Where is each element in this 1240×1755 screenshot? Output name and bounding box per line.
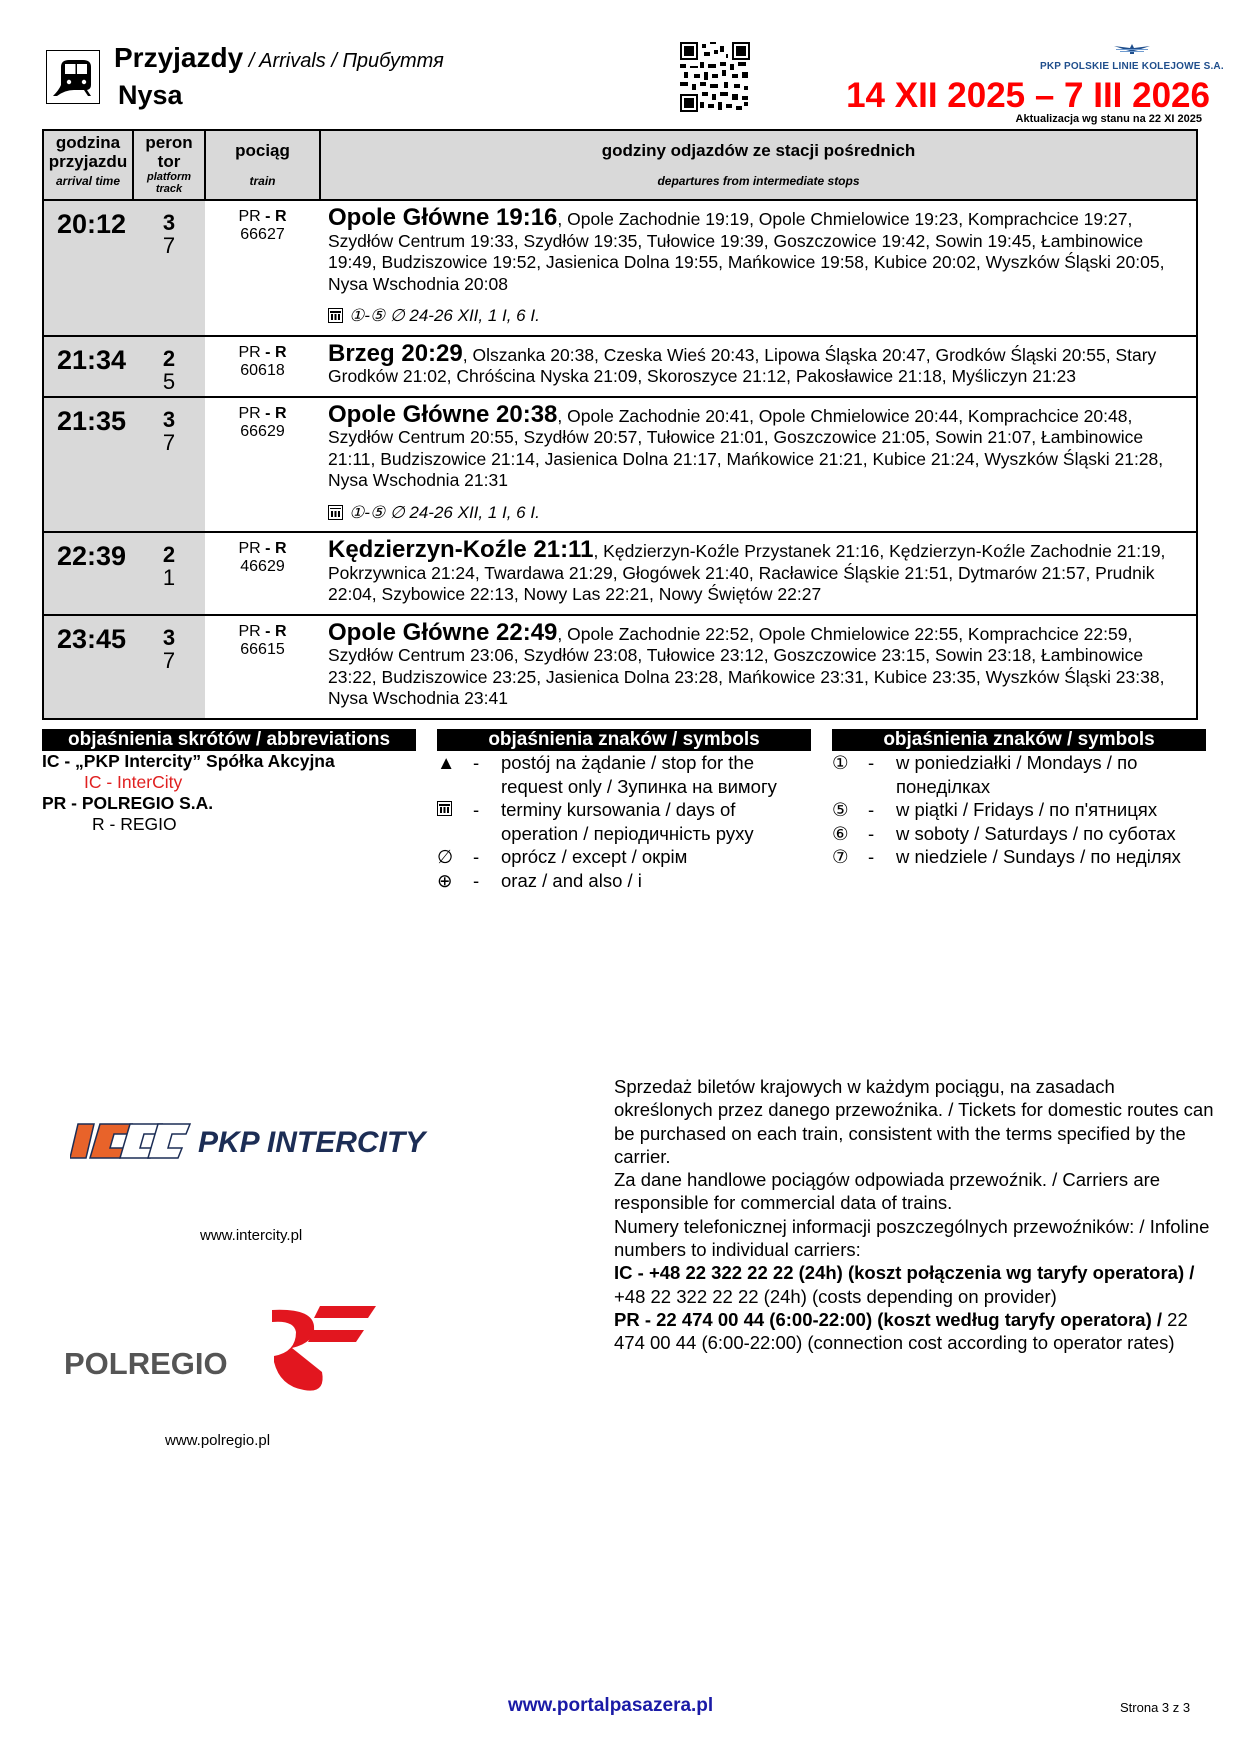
platform-number: 2	[162, 542, 176, 567]
carrier-code: PR	[238, 208, 261, 225]
page-number: Strona 3 z 3	[1120, 1700, 1191, 1715]
plus-circle-icon: ⊕	[437, 869, 453, 891]
abbreviations-list	[42, 751, 335, 835]
ticket-info	[614, 1075, 1214, 1355]
train-number: 66629	[240, 422, 285, 440]
stops-cell	[320, 615, 1197, 719]
platform-number: 3	[162, 406, 176, 432]
track-number: 1	[162, 565, 176, 590]
origin-station: Opole Główne 22:49	[328, 618, 558, 646]
train-number: 46629	[240, 558, 285, 575]
arrival-time: 21:34	[57, 344, 127, 375]
platform-cell	[133, 200, 205, 336]
intermediate-stops: , Opole Zachodnie 19:19, Opole Chmielowice 19:23, Komprachcice 19:27, Szydłów Centrum 19:33, Szydłów 19:35, Tułowice 19:39, Goszczowice 19:42, Sowin 19:45, Łambinowice 19:49, Budziszowice 19:52, Jasienica Dolna 19:55, Mańkowice 19:58, Kubice 20:02, Wyszków Śląski 20:05, Nysa Wschodnia 20:08	[328, 209, 1165, 294]
platform-cell	[133, 615, 205, 719]
train-cell: PR - R 66627	[205, 200, 320, 336]
carrier-code: PR	[238, 404, 261, 422]
stops-cell	[320, 397, 1197, 533]
ic-logo-text: PKP INTERCITY	[198, 1126, 426, 1159]
day-monday: ① - w poniedziałki / Mondays / по понеділках	[832, 752, 1138, 797]
day-friday: ⑤ - w piątki / Fridays / по п'ятницях	[832, 799, 1158, 820]
calendar-icon	[328, 505, 343, 520]
day-saturday: ⑥ - w soboty / Saturdays / по суботах	[832, 822, 1176, 844]
arrival-time: 21:35	[57, 405, 127, 436]
arrival-time: 23:45	[57, 623, 127, 654]
symbols-title: objaśnienia znaków / symbols	[437, 729, 811, 751]
calendar-icon	[328, 308, 343, 323]
calendar-icon	[437, 801, 452, 816]
carrier-code: PR	[238, 540, 261, 557]
train-cell: PR - R 60618	[205, 336, 320, 397]
table-row[interactable]	[43, 615, 1197, 719]
arrival-time: 22:39	[57, 541, 127, 571]
portal-link[interactable]: www.portalpasazera.pl	[508, 1695, 714, 1716]
pkp-plk-logo-text: PKP POLSKIE LINIE KOLEJOWE S.A.	[1040, 61, 1224, 72]
abbr-ic: IC - „PKP Intercity” Spółka Akcyjna	[42, 751, 335, 771]
train-number: 66627	[240, 226, 285, 243]
days-list	[832, 751, 1212, 869]
arrivals-table	[42, 129, 1198, 720]
symbol-request-stop: ▲ - postój na żądanie / stop for the request only / Зупинка на вимогу	[437, 752, 777, 797]
header-time: godzina przyjazdu arrival time	[43, 130, 133, 200]
abbreviations-title: objaśnienia skrótów / abbreviations	[42, 729, 416, 751]
operating-days	[328, 502, 1186, 524]
info-ic-phone: IC - +48 22 322 22 22 (24h) (koszt połączenia wg taryfy operatora) / +48 22 322 22 22 (24h) (costs depending on provider)	[614, 1262, 1195, 1307]
abbr-ic-intercity: IC - InterCity	[84, 772, 183, 792]
plk-eagle-icon	[1112, 42, 1152, 56]
qr-code[interactable]	[680, 42, 750, 112]
title-translations: / Arrivals / Прибуття	[243, 50, 444, 72]
abbr-regio: R - REGIO	[92, 814, 177, 834]
arrival-time-cell	[43, 615, 133, 719]
symbols-list	[437, 751, 817, 892]
platform-number: 3	[162, 210, 176, 235]
title-main: Przyjazdy	[114, 42, 244, 73]
stops-cell	[320, 532, 1197, 615]
operating-days-text: ①-⑤ ∅ 24-26 XII, 1 I, 6 I.	[349, 502, 540, 522]
info-pr-phone: PR - 22 474 00 44 (6:00-22:00) (koszt według taryfy operatora) / 22 474 00 44 (6:00-22:00) (connection cost according to operator rates)	[614, 1308, 1188, 1354]
carrier-code: PR	[238, 343, 261, 361]
info-commercial-data: Za dane handlowe pociągów odpowiada przewoźnik. / Carriers are responsible for commercial data of trains.	[614, 1169, 1161, 1214]
arrival-time-cell	[43, 532, 133, 615]
platform-cell	[133, 532, 205, 615]
origin-station: Opole Główne 20:38	[328, 400, 558, 428]
polregio-logo	[64, 1302, 384, 1407]
days-symbols-title: objaśnienia znaków / symbols	[832, 729, 1206, 751]
train-cell: PR - R 46629	[205, 532, 320, 615]
platform-cell	[133, 397, 205, 533]
table-row[interactable]	[43, 532, 1197, 615]
intermediate-stops: , Opole Zachodnie 22:52, Opole Chmielowice 22:55, Komprachcice 22:59, Szydłów Centrum 23:06, Szydłów 23:08, Tułowice 23:12, Goszczowice 23:15, Sowin 23:18, Łambinowice 23:22, Budziszowice 23:25, Jasienica Dolna 23:28, Mańkowice 23:31, Kubice 23:35, Wyszków Śląski 23:38, Nysa Wschodnia 23:41	[328, 623, 1165, 708]
info-ticket-sales: Sprzedaż biletów krajowych w każdym pociągu, na zasadach określonych przez danego przewoźnika. / Tickets for domestic routes can be purchased on each train, consistent with the terms specified by the carrier.	[614, 1076, 1214, 1167]
table-row[interactable]	[43, 397, 1197, 533]
arrival-time-cell	[43, 200, 133, 336]
pr-logo-text: POLREGIO	[64, 1346, 228, 1381]
page-title	[114, 42, 444, 74]
station-name: Nysa	[118, 80, 183, 110]
train-category: R	[274, 343, 287, 361]
arrival-time-cell	[43, 397, 133, 533]
operating-days	[328, 305, 1186, 327]
info-infoline: Numery telefonicznej informacji poszczególnych przewoźników: / Infoline numbers to individual carriers:	[614, 1215, 1210, 1261]
abbr-pr: PR - POLREGIO S.A.	[42, 793, 214, 813]
train-number: 60618	[240, 361, 285, 379]
track-number: 7	[162, 429, 176, 455]
table-row[interactable]	[43, 200, 1197, 336]
stops-cell	[320, 200, 1197, 336]
polregio-url[interactable]: www.polregio.pl	[165, 1432, 271, 1449]
update-note: Aktualizacja wg stanu na 22 XI 2025	[1015, 113, 1202, 125]
intermediate-stops: , Opole Zachodnie 20:41, Opole Chmielowice 20:44, Komprachcice 20:48, Szydłów Centrum 20:55, Szydłów 20:57, Tułowice 21:01, Goszczowice 21:05, Sowin 21:07, Łambinowice 21:11, Budziszowice 21:14, Jasienica Dolna 21:17, Mańkowice 21:21, Kubice 21:24, Wyszków Śląski 21:28, Nysa Wschodnia 21:31	[328, 405, 1164, 490]
track-number: 7	[162, 647, 176, 673]
carrier-code: PR	[238, 622, 261, 640]
train-cell: PR - R 66615	[205, 615, 320, 719]
day-sunday: ⑦ - w niedziele / Sundays / по неділях	[832, 846, 1181, 867]
train-cell: PR - R 66629	[205, 397, 320, 533]
table-header	[43, 130, 1197, 200]
header-train: pociąg train	[205, 130, 320, 200]
table-row[interactable]	[43, 336, 1197, 397]
pkp-plk-logo	[1040, 42, 1224, 72]
origin-station: Brzeg 20:29	[328, 339, 463, 367]
track-number: 5	[162, 368, 176, 394]
train-category: R	[274, 208, 287, 225]
intermediate-stops: , Kędzierzyn-Koźle Przystanek 21:16, Kędzierzyn-Koźle Zachodnie 21:19, Pokrzywnica 21:24, Twardawa 21:29, Głogówek 21:40, Racławice Śląskie 21:51, Dytmarów 21:57, Prudnik 22:04, Szybowice 22:13, Nowy Las 22:21, Nowy Świętów 22:27	[328, 541, 1166, 604]
validity-period: 14 XII 2025 – 7 III 2026	[846, 76, 1210, 115]
arrival-time-cell	[43, 336, 133, 397]
origin-station: Kędzierzyn-Koźle 21:11	[328, 536, 594, 563]
operating-days-text: ①-⑤ ∅ 24-26 XII, 1 I, 6 I.	[349, 306, 540, 325]
platform-cell	[133, 336, 205, 397]
train-icon	[46, 50, 100, 104]
except-icon: ∅	[437, 846, 454, 867]
platform-number: 2	[162, 345, 176, 371]
track-number: 7	[162, 233, 176, 258]
intermediate-stops: , Olszanka 20:38, Czeska Wieś 20:43, Lipowa Śląska 20:47, Grodków Śląski 20:55, Stary Grodków 21:02, Chróścina Nyska 21:09, Skoroszyce 21:12, Pakosławice 21:18, Myśliczyn 21:23	[328, 344, 1157, 386]
symbol-days: - terminy kursowania / days of operation / періодичність руху	[437, 798, 817, 845]
triangle-icon: ▲	[437, 752, 456, 773]
platform-number: 3	[162, 624, 176, 650]
symbol-and-also: ⊕ - oraz / and also / і	[437, 869, 642, 891]
train-category: R	[274, 404, 287, 422]
origin-station: Opole Główne 19:16	[328, 204, 558, 231]
pkp-intercity-logo	[70, 1112, 430, 1167]
train-category: R	[274, 622, 287, 640]
train-number: 66615	[240, 640, 285, 658]
train-category: R	[274, 540, 287, 557]
header-platform: peron tor platform track	[133, 130, 205, 200]
header-stops: godziny odjazdów ze stacji pośrednich departures from intermediate stops	[320, 130, 1197, 200]
intercity-url[interactable]: www.intercity.pl	[200, 1227, 303, 1244]
arrival-time: 20:12	[57, 209, 127, 239]
stops-cell	[320, 336, 1197, 397]
symbol-except: ∅ - oprócz / except / окрім	[437, 846, 688, 867]
